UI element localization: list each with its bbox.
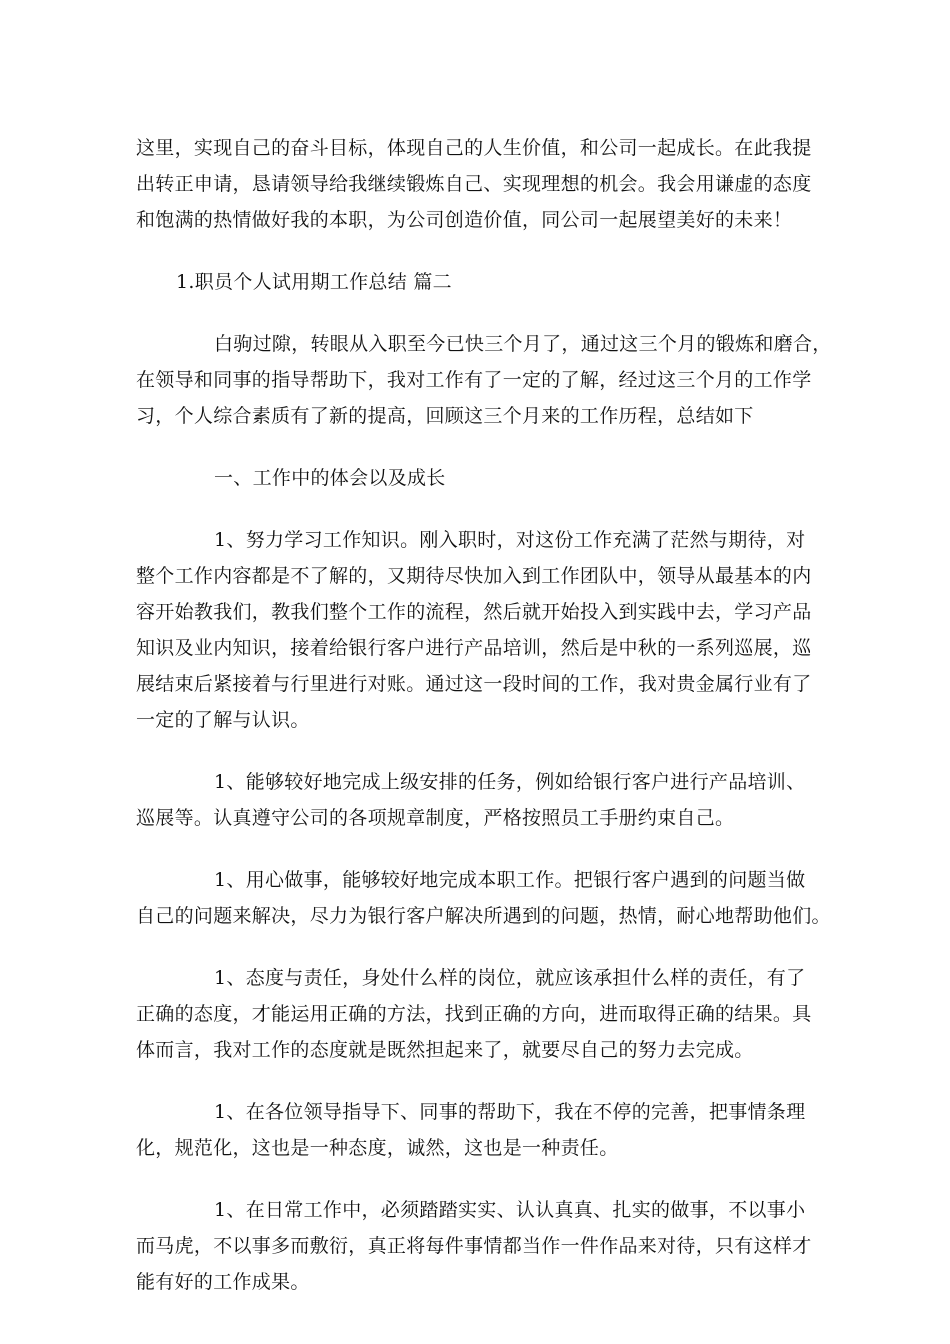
text-line: 巡展等。认真遵守公司的各项规章制度，严格按照员工手册约束自己。	[136, 807, 735, 829]
text-line: 而马虎，不以事多而敷衍，真正将每件事情都当作一件作品来对待，只有这样才	[136, 1235, 812, 1257]
text-line: 能有好的工作成果。	[136, 1271, 310, 1293]
text-line: 1、能够较好地完成上级安排的任务，例如给银行客户进行产品培训、	[214, 771, 806, 793]
text-line: 和饱满的热情做好我的本职，为公司创造价值，同公司一起展望美好的未来！	[136, 209, 793, 231]
document-body	[136, 130, 832, 1326]
text-line: 化，规范化，这也是一种态度，诚然，这也是一种责任。	[136, 1137, 619, 1159]
paragraph-opening	[136, 326, 832, 434]
paragraph-item-daily-work	[136, 1192, 820, 1300]
text-line: 出转正申请，恳请领导给我继续锻炼自己、实现理想的机会。我会用谦虚的态度	[136, 173, 812, 195]
subheading-experience	[136, 460, 820, 496]
text-line: 1、在各位领导指导下、同事的帮助下，我在不停的完善，把事情条理	[214, 1101, 806, 1123]
text-line: 展结束后紧接着与行里进行对账。通过这一段时间的工作，我对贵金属行业有了	[136, 673, 812, 695]
section-heading	[136, 264, 820, 300]
text-line: 整个工作内容都是不了解的，又期待尽快加入到工作团队中，领导从最基本的内	[136, 565, 812, 587]
text-line: 正确的态度，才能运用正确的方法，找到正确的方向，进而取得正确的结果。具	[136, 1003, 812, 1025]
text-line: 体而言，我对工作的态度就是既然担起来了，就要尽自己的努力去完成。	[136, 1039, 754, 1061]
heading-line: 一、工作中的体会以及成长	[214, 467, 446, 489]
text-line: 自己的问题来解决，尽力为银行客户解决所遇到的问题，热情，耐心地帮助他们。	[136, 905, 831, 927]
paragraph-item-diligence	[136, 862, 831, 934]
paragraph-item-tasks	[136, 764, 820, 836]
text-line: 1、努力学习工作知识。刚入职时，对这份工作充满了茫然与期待，对	[214, 529, 806, 551]
heading-line: 1.职员个人试用期工作总结 篇二	[176, 271, 452, 293]
text-line: 这里，实现自己的奋斗目标，体现自己的人生价值，和公司一起成长。在此我提	[136, 137, 812, 159]
paragraph-item-learning	[136, 522, 820, 738]
text-line: 在领导和同事的指导帮助下，我对工作有了一定的了解，经过这三个月的工作学	[136, 369, 812, 391]
paragraph-intro-conclusion	[136, 130, 820, 238]
text-line: 习，个人综合素质有了新的提高，回顾这三个月来的工作历程，总结如下	[136, 405, 754, 427]
paragraph-item-improvement	[136, 1094, 820, 1166]
text-line: 1、用心做事，能够较好地完成本职工作。把银行客户遇到的问题当做	[214, 869, 806, 891]
text-line: 容开始教我们，教我们整个工作的流程，然后就开始投入到实践中去，学习产品	[136, 601, 812, 623]
text-line: 1、在日常工作中，必须踏踏实实、认认真真、扎实的做事，不以事小	[214, 1199, 806, 1221]
paragraph-item-attitude	[136, 960, 820, 1068]
text-line: 1、态度与责任，身处什么样的岗位，就应该承担什么样的责任，有了	[214, 967, 806, 989]
text-line: 白驹过隙，转眼从入职至今已快三个月了，通过这三个月的锻炼和磨合，	[214, 333, 832, 355]
text-line: 一定的了解与认识。	[136, 709, 310, 731]
text-line: 知识及业内知识，接着给银行客户进行产品培训，然后是中秋的一系列巡展，巡	[136, 637, 812, 659]
